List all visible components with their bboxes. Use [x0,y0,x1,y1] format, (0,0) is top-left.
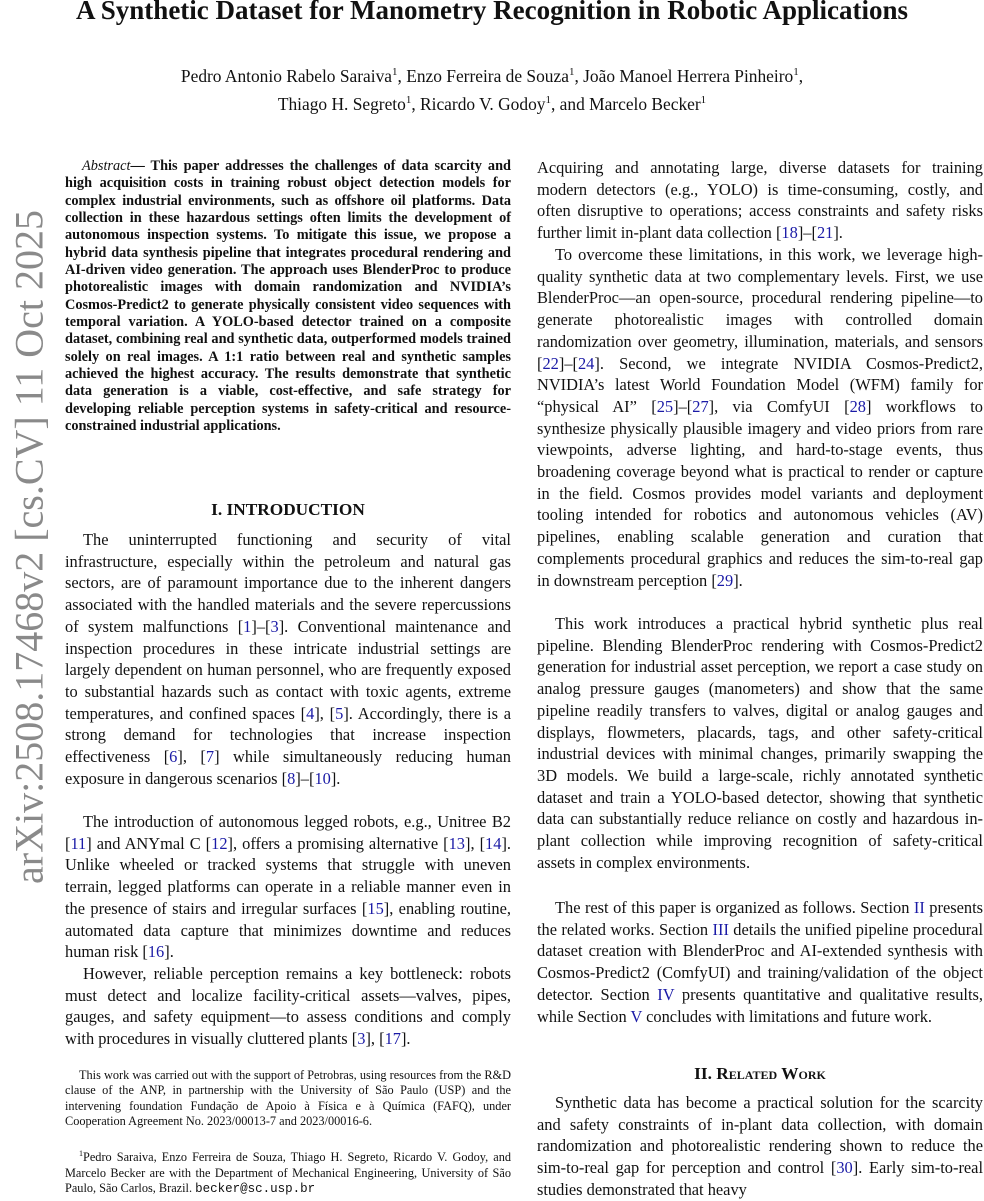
text: ], [ [314,703,336,723]
citation-link[interactable]: 28 [849,396,866,416]
citation-link[interactable]: 3 [270,616,279,636]
citation-link[interactable]: 6 [169,747,178,767]
text: ]–[ [295,768,315,788]
affil-mark: 1 [545,93,551,106]
text: ]. Conventional maintenance and inspection procedures in these intricate industrial settings are largely dependent on human personnel, who are frequently exposed to substantial hazards such as contact with toxic agents, extreme temperatures, and confined spaces [ [65,616,511,723]
citation-link[interactable]: 10 [314,768,331,788]
author: Marcelo Becker [589,93,701,114]
paragraph [537,897,983,1027]
abstract-text: — This paper addresses the challenges of data scarcity and high acquisition costs in training robust object detection models for complex industrial environments, such as offshore oil platforms. Data collection in these hazardous settings often limits the development of autonomous inspection systems. To mitigate this issue, we propose a hybrid data synthesis pipeline that integrates procedural rendering and AI-driven video generation. The approach uses BlenderProc to produce photorealistic images with domain randomization and NVIDIA’s Cosmos-Predict2 to generate physically consistent video sequences with temporal variation. A YOLO-based detector trained on a composite dataset, combining real and synthetic data, outperformed models trained solely on real images. A 1:1 ratio between real and synthetic samples achieved the highest accuracy. The results demonstrate that synthetic data generation is a viable, cost-effective, and safe strategy for developing reliable perception systems in safety-critical and resource-constrained industrial applications. [65,158,511,435]
citation-link[interactable]: 27 [692,396,709,416]
paper-title: A Synthetic Dataset for Manometry Recognition in Robotic Applications [76,0,908,25]
section-heading-related-work: II. Related Work [694,1064,826,1083]
affil-mark: 1 [405,93,412,106]
text: ]. Early sim-to-real studies demonstrated that heavy [537,1158,984,1199]
footnote-mark: 1 [79,1149,83,1158]
text: ]. [733,570,743,590]
footnote-funding: This work was carried out with the support of Petrobras, using resources from the R&D clause of the ANP, in partnership with the University of São Paulo (USP) and the intervening foundation Fundação de Apoio à Física e à Química (FAFQ), under Cooperation Agreement No. 2023/00013-7 and 2023/00016-6. [65,1068,511,1129]
author: Enzo Ferreira de Souza [406,65,569,86]
citation-link[interactable]: 24 [577,353,595,373]
text: ]. [833,223,843,243]
paragraph [65,963,511,1050]
citation-link[interactable]: 1 [243,616,252,636]
text: ], offers a promising alternative [ [227,833,449,853]
citation-link[interactable]: 4 [306,703,315,723]
text: ] while simultaneously reducing human exposure in dangerous scenarios [ [65,747,511,788]
text: ]–[ [673,396,693,416]
affil-mark: 1 [700,93,707,106]
text: ], via ComfyUI [ [708,396,850,416]
abstract-label: Abstract [82,158,131,174]
text: details the unified pipeline procedural dataset creation with BlenderProc and AI-extended synthesis with Cosmos-Predict2 (ComfyUI) and training/validation of the object detector. Section [537,919,983,1004]
email-link[interactable]: becker@sc.usp.br [195,1181,316,1196]
citation-link[interactable]: 14 [485,833,502,853]
affil-mark: 1 [392,66,398,78]
author: Ricardo V. Godoy [420,93,546,114]
paragraph [65,529,511,789]
text: The rest of this paper is organized as follows. Section [555,898,914,917]
section-heading-introduction: I. INTRODUCTION [211,500,365,519]
text: ]. Accordingly, there is a strong demand for technologies that increase inspection effectiveness [ [65,703,512,767]
text: ]. [400,1029,411,1049]
affil-mark: 1 [793,66,799,78]
citation-link[interactable]: 12 [211,833,228,853]
text: concludes with limitations and future work. [642,1006,932,1026]
citation-link[interactable]: 8 [287,768,296,788]
text: ]. [330,768,341,788]
text: ], [ [177,747,206,767]
citation-link[interactable]: 13 [448,833,465,853]
text: Synthetic data has become a practical solution for the scarcity and safety constraints of in-plant data collection, with domain randomization and photorealistic rendering shown to reduce the sim-to-real gap for perception and control [ [537,1093,983,1178]
section-link[interactable]: II [913,898,925,917]
citation-link[interactable]: 29 [716,570,734,590]
text: ] and ANYmal C [ [86,833,212,853]
citation-link[interactable]: 11 [70,833,87,853]
text: However, reliable perception remains a key bottleneck: robots must detect and localize facility-critical assets—valves, pipes, gauges, and safety equipment—to assess conditions and comply with procedures in visually cluttered plants [ [65,964,511,1049]
author: João Manoel Herrera Pinheiro [583,65,794,86]
text: ]. [164,942,174,962]
text: ]–[ [797,223,817,243]
section-link[interactable]: IV [657,984,675,1004]
paragraph [537,157,983,244]
affil-mark: 1 [568,66,575,78]
author: Pedro Antonio Rabelo Saraiva [180,65,392,86]
text: presents the related works. Section [537,898,984,939]
text: ], [ [464,833,486,853]
text: ]. Second, we integrate NVIDIA Cosmos-Predict2, NVIDIA’s latest World Foundation Model (WFM) family for “physical AI” [ [537,353,983,416]
citation-link[interactable]: 16 [147,942,165,962]
text: ]–[ [251,616,271,636]
citation-link[interactable]: 15 [367,898,384,918]
text: ], [ [365,1029,385,1049]
citation-link[interactable]: 25 [656,396,674,416]
text: ], enabling routine, automated data capture that minimizes downtime and reduces human risk [ [65,898,512,962]
text: Acquiring and annotating large, diverse datasets for training modern detectors (e.g., YOLO) is time-consuming, costly, and often disruptive to operations; access constraints and safety risks further limit in-plant data collection [ [537,158,983,243]
abstract [65,158,511,436]
citation-link[interactable]: 30 [836,1158,853,1178]
text: ] workflows to synthesize physically plausible imagery and video priors from rare viewpoints, adverse lighting, and hard-to-stage events, thus broadening coverage beyond what is practical to render or capture in the field. Cosmos provides model variants and deployment tooling intended for robotics and autonomous vehicles (AV) pipelines, enabling scalable generation and curation that complements procedural graphics and reduces the sim-to-real gap in downstream perception [ [537,396,983,590]
text: The introduction of autonomous legged robots, e.g., Unitree B2 [ [65,812,511,853]
citation-link[interactable]: 17 [384,1029,401,1049]
arxiv-id: arXiv:2508.17468v2 [cs.CV] 11 Oct 2025 [6,210,52,884]
text: ]. Unlike wheeled or tracked systems that struggle with uneven terrain, legged platforms can operate in a reliable manner even in the presence of stairs and irregular surfaces [ [65,833,511,918]
section-link[interactable]: III [712,919,729,939]
paragraph [537,1092,983,1201]
citation-link[interactable]: 21 [816,223,834,243]
paragraph: This work introduces a practical hybrid synthetic plus real pipeline. Blending BlenderProc rendering with Cosmos-Predict2 generation for industrial asset perception, we report a case study on analog pressure gauges (manometers) and show that the same pipeline readily transfers to valves, digital or analog gauges and displays, flowmeters, placards, tags, and other safety-critical industrial devices with minimal changes, primarily swapping the 3D models. We build a large-scale, richly annotated synthetic dataset and train a YOLO-based detector, showing that synthetic data can substantially reduce reliance on costly and hazardous in-plant collection while improving recognition of safety-critical assets in complex environments. [537,614,983,872]
footnote-affiliation [65,1146,511,1197]
citation-link[interactable]: 22 [542,353,559,373]
author-list: Pedro Antonio Rabelo Saraiva$^1$, Enzo Ferreira de Souza$^1$, João Manoel Herrera Pinheiro$^1$, Thiago H. Segreto$^1$, Ricardo V. Godoy$^1$, and Marcelo Becker$^1$ [180,65,804,114]
text: The uninterrupted functioning and security of vital infrastructure, especially within the petroleum and natural gas sectors, are of paramount importance due to the inherent dangers associated with the handled materials and the severe repercussions of system malfunctions [ [65,530,511,636]
citation-link[interactable]: 18 [781,223,798,243]
citation-link[interactable]: 7 [205,747,215,767]
paragraph [537,244,983,591]
citation-link[interactable]: 3 [357,1029,366,1049]
citation-link[interactable]: 5 [335,703,344,723]
paragraph [65,811,511,963]
text: To overcome these limitations, in this work, we leverage high-quality synthetic data at two complementary levels. First, we use BlenderProc—an open-source, procedural rendering pipeline—to generate photorealistic images with controlled domain randomization over geometry, illumination, materials, and sensors [ [537,245,983,373]
section-link[interactable]: V [630,1006,643,1026]
text: presents quantitative and qualitative results, while Section [537,984,983,1026]
author: Thiago H. Segreto [277,93,406,114]
footnote-text: Pedro Saraiva, Enzo Ferreira de Souza, Thiago H. Segreto, Ricardo V. Godoy, and Marcelo Becker are with the Department of Mechanical Engineering, University of São Paulo, São Carlos, Brazil. [65,1150,511,1195]
text: ]–[ [558,353,578,373]
